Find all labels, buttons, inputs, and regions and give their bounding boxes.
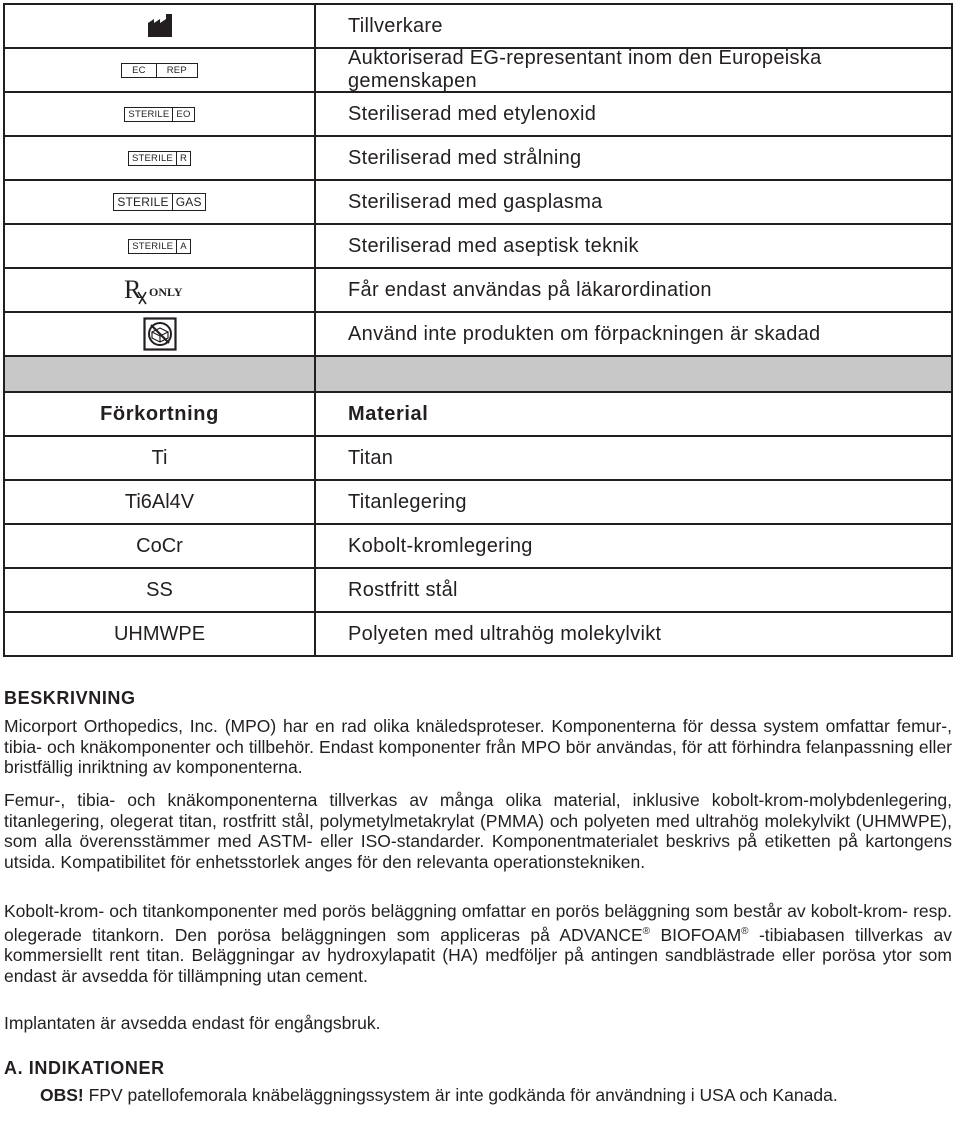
rx-only-icon: [124, 275, 196, 305]
svg-text:ONLY: ONLY: [148, 285, 183, 299]
symbol-material-table: [3, 3, 953, 657]
description-paragraph-1: Micorport Orthopedics, Inc. (MPO) har en rad olika knäledsproteser. Komponenterna för dessa system omfattar femur-, tibia- och knäkomponenter och tillbehör. Endast komponenter från MPO bör användas, för att förhindra felanpassning eller bristfällig inriktning av komponenterna.: [4, 716, 952, 778]
registered-mark: ®: [642, 925, 651, 937]
symbol-label: Steriliserad med strålning: [316, 137, 953, 179]
material-abbr: UHMWPE: [5, 613, 316, 655]
description-paragraph-2: Femur-, tibia- och knäkomponenterna tillverkas av många olika material, inklusive kobolt-krom-molybdenlegering, titanlegering, olegerat titan, rostfritt stål, polymetylmetakrylat (PMMA) och polyeten med ultrahög molekylvikt (UHMWPE), som alla överensstämmer med ASTM- eller ISO-standarder. Komponentmaterialet beskrivs på etiketten på kartongens utsida. Kompatibilitet för enhetsstorlek anges för den relevanta operationstekniken.: [4, 790, 952, 872]
material-row: [5, 481, 953, 525]
symbol-row-manufacturer: [5, 5, 953, 49]
manufacturer-icon: [147, 14, 173, 38]
symbol-row-sterile-eo: [5, 93, 953, 137]
ec-rep-icon: EC REP: [121, 63, 198, 78]
material-name: Titan: [316, 437, 953, 479]
material-column-header: Material: [316, 393, 953, 435]
material-row: [5, 525, 953, 569]
symbol-row-ec-rep: [5, 49, 953, 93]
indications-note: OBS! FPV patellofemorala knäbeläggningssystem är inte godkända för användning i USA och Kanada.: [40, 1085, 838, 1105]
sterile-eo-icon: STERILE EO: [124, 107, 194, 122]
table-separator: [5, 357, 953, 393]
material-row: [5, 437, 953, 481]
symbol-label: Tillverkare: [316, 5, 953, 47]
sterile-r-icon: STERILE R: [128, 151, 191, 166]
symbol-label: Steriliserad med etylenoxid: [316, 93, 953, 135]
sterile-gas-icon: STERILE GAS: [113, 193, 205, 211]
symbol-label: Auktoriserad EG-representant inom den Europeiska gemenskapen: [316, 49, 953, 91]
description-paragraph-3: Kobolt-krom- och titankomponenter med porös beläggning omfattar en porös beläggning som består av kobolt-krom- resp. olegerade titankorn. Den porösa beläggningen som appliceras på ADVANCE® BIOFOAM® -tibiabasen tillverkas av kommersiellt rent titan. Beläggningar av hydroxylapatit (HA) medföljer på antingen sandblästrade eller porösa ytor som endast är avsedda för tillämpning utan cement.: [4, 901, 953, 986]
description-heading: BESKRIVNING: [4, 688, 136, 708]
abbr-column-header: Förkortning: [5, 393, 316, 435]
material-name: Rostfritt stål: [316, 569, 953, 611]
material-name: Kobolt-kromlegering: [316, 525, 953, 567]
material-abbr: SS: [5, 569, 316, 611]
symbol-label: Får endast användas på läkarordination: [316, 269, 953, 311]
symbol-label: Steriliserad med gasplasma: [316, 181, 953, 223]
symbol-row-damaged-package: [5, 313, 953, 357]
symbol-label: Använd inte produkten om förpackningen är skadad: [316, 313, 953, 355]
material-name: Polyeten med ultrahög molekylvikt: [316, 613, 953, 655]
material-abbr: CoCr: [5, 525, 316, 567]
material-row: [5, 613, 953, 657]
material-header-row: [5, 393, 953, 437]
material-row: [5, 569, 953, 613]
symbol-label: Steriliserad med aseptisk teknik: [316, 225, 953, 267]
material-name: Titanlegering: [316, 481, 953, 523]
note-label: OBS!: [40, 1085, 84, 1105]
symbol-row-sterile-r: [5, 137, 953, 181]
sterile-a-icon: STERILE A: [128, 239, 191, 254]
symbol-row-sterile-a: [5, 225, 953, 269]
symbol-row-rx-only: [5, 269, 953, 313]
do-not-use-if-damaged-icon: [143, 317, 177, 351]
symbol-row-sterile-gas: [5, 181, 953, 225]
registered-mark: ®: [741, 925, 749, 937]
indications-heading: A. INDIKATIONER: [4, 1058, 165, 1078]
description-paragraph-4: Implantaten är avsedda endast för engångsbruk.: [4, 1013, 381, 1033]
svg-text:R: R: [123, 275, 141, 304]
material-abbr: Ti6Al4V: [5, 481, 316, 523]
material-abbr: Ti: [5, 437, 316, 479]
